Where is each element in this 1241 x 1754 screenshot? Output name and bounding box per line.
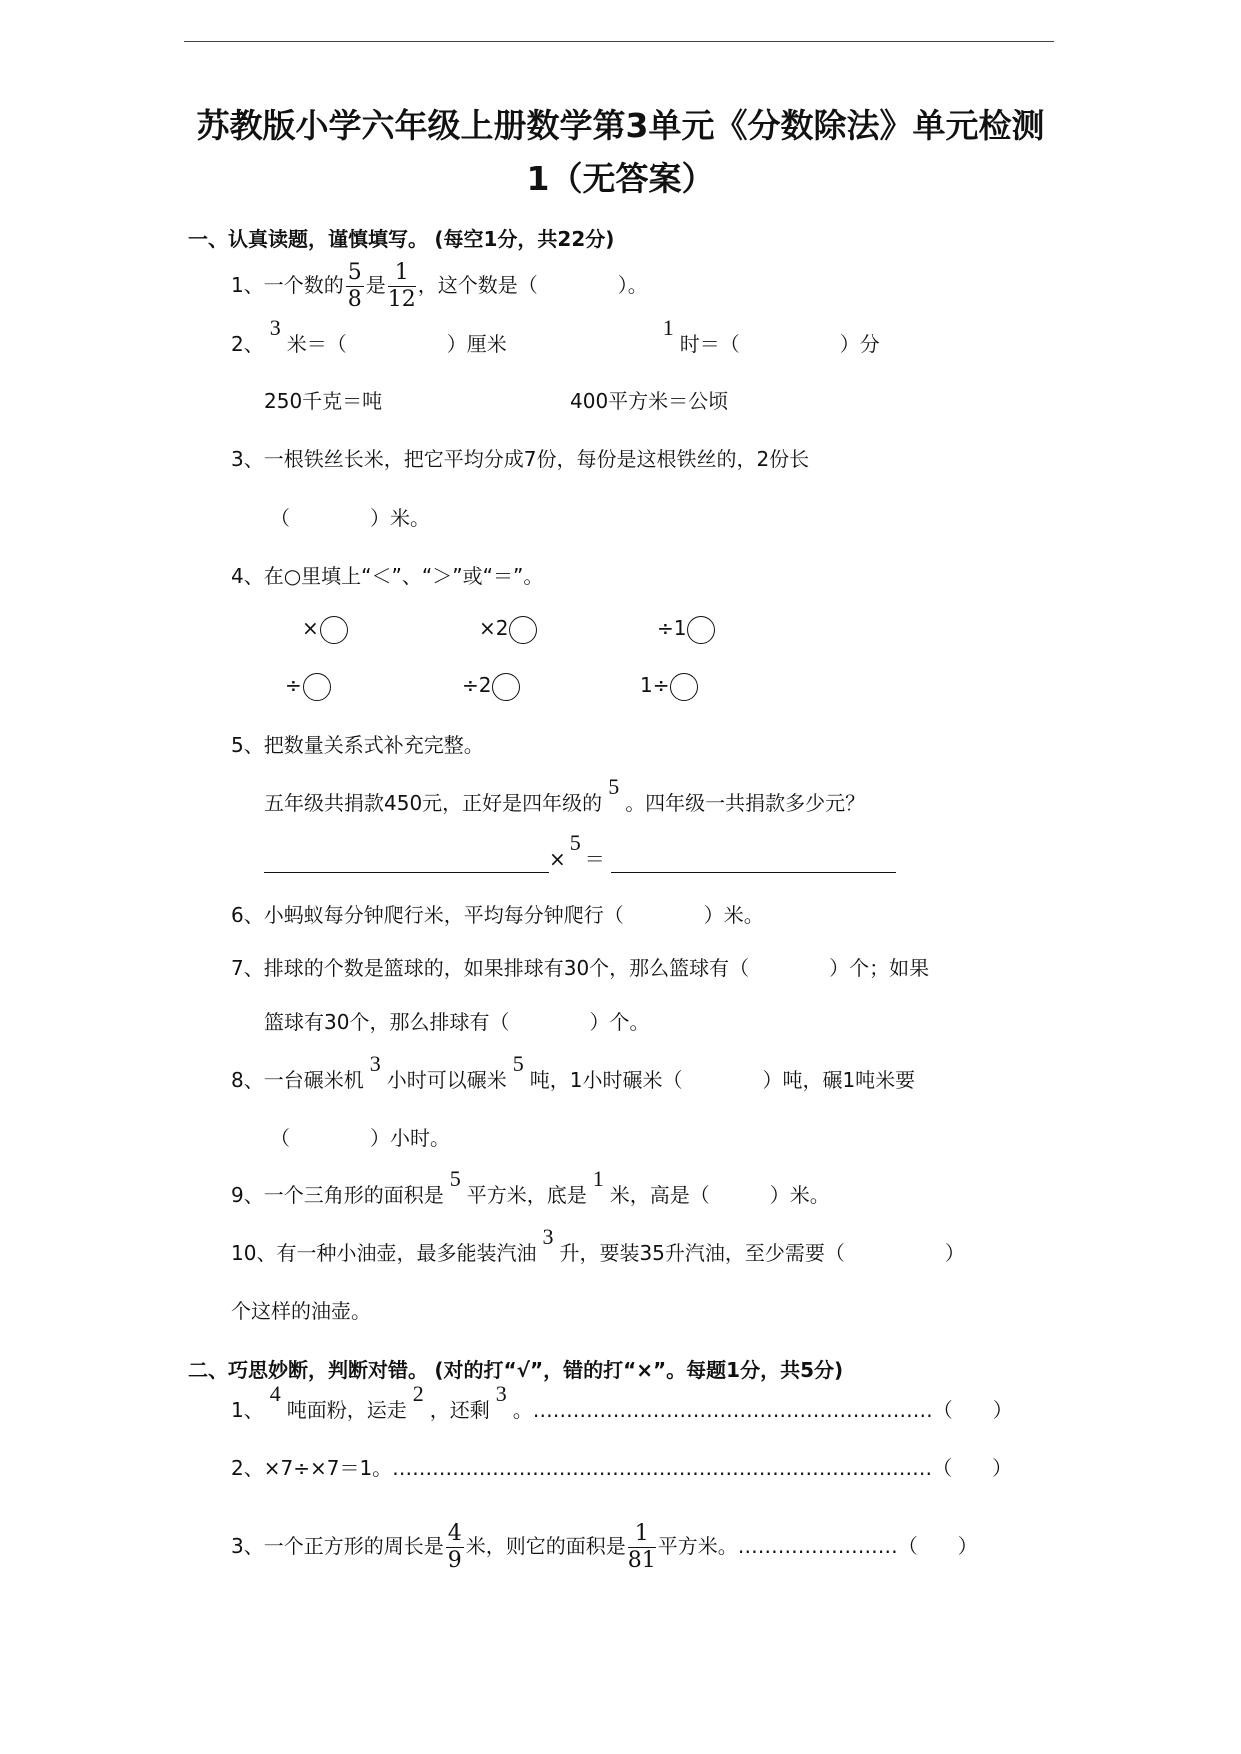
q-text: 3、一个正方形的周长是	[231, 1534, 444, 1558]
section2-heading	[188, 1356, 843, 1384]
q-text: 2、	[231, 332, 264, 356]
q-text: 米＝（ ）厘米	[286, 332, 507, 356]
section-note: (每空1分，共22分)	[434, 227, 615, 251]
denominator: 8	[347, 287, 362, 312]
q-text: 。四年级一共捐款多少元？	[625, 791, 866, 815]
numerator-only: 3	[495, 1381, 507, 1406]
numerator: 4	[447, 1521, 462, 1546]
numerator-only: 3	[269, 315, 281, 340]
q-text: 米，则它的面积是	[465, 1534, 626, 1558]
q-text: 是	[365, 273, 386, 297]
question-3-cont: （ ）米。	[270, 506, 430, 530]
numerator-only: 3	[542, 1224, 554, 1249]
numerator-only: 1	[662, 315, 674, 340]
question-5-text	[264, 774, 866, 817]
q-text: ＝	[584, 847, 605, 871]
q-text: 1、	[231, 1398, 264, 1422]
question-4: 4、在○里填上“＜”、“＞”或“＝”。	[231, 564, 544, 588]
denominator: 12	[387, 287, 416, 312]
fraction	[628, 1521, 656, 1574]
section-title: 一、认真读题，谨慎填写。	[188, 227, 428, 251]
numerator-only: 5	[449, 1166, 461, 1191]
q-text: 小时可以碾米	[386, 1068, 507, 1092]
answer-circle	[509, 616, 537, 644]
q-text: 吨面粉，运走	[286, 1398, 407, 1422]
numerator-only: 2	[412, 1381, 424, 1406]
answer-blank	[264, 852, 549, 873]
compare-item	[285, 671, 331, 701]
question-5: 5、把数量关系式补充完整。	[231, 733, 484, 757]
numerator-only: 1	[592, 1166, 604, 1191]
q-text: ，这个数是（ ）。	[417, 273, 648, 297]
q-text: ÷	[285, 673, 302, 697]
numerator-only: 3	[369, 1051, 381, 1076]
answer-circle	[492, 673, 520, 701]
q-text: 吨，1小时碾米（ ）吨，碾1吨米要	[529, 1068, 916, 1092]
numerator: 1	[628, 1521, 656, 1548]
q-text: 平方米，底是	[466, 1183, 587, 1207]
q-text: 1、一个数的	[231, 273, 344, 297]
q-text: 10、有一种小油壶，最多能装汽油	[231, 1241, 537, 1265]
question-9	[231, 1166, 830, 1209]
question-2c	[570, 387, 728, 415]
fraction	[388, 260, 416, 313]
q-text: 400平方米＝公顷	[570, 389, 729, 413]
q-text: ，还剩	[429, 1398, 490, 1422]
header-rule	[184, 41, 1054, 42]
q-text: 平方米。……………………（ ）	[657, 1534, 978, 1558]
numerator: 1	[388, 260, 416, 287]
q-text: 五年级共捐款450元，正好是四年级的	[264, 791, 603, 815]
question-10-cont: 个这样的油壶。	[231, 1299, 371, 1323]
answer-circle	[303, 673, 331, 701]
numerator: 5	[347, 260, 362, 285]
numerator-only: 5	[512, 1051, 524, 1076]
fraction	[346, 260, 364, 313]
denominator: 81	[627, 1548, 656, 1573]
question-10	[231, 1224, 965, 1267]
question-5-equation	[264, 830, 896, 873]
q-text: ÷2	[462, 673, 492, 697]
numerator-only: 5	[608, 774, 620, 799]
q-text: ×	[549, 847, 566, 871]
answer-blank	[611, 852, 896, 873]
q-text: ×2	[479, 616, 509, 640]
q-text: ÷1	[657, 616, 687, 640]
q-text: 9、一个三角形的面积是	[231, 1183, 444, 1207]
q-text: 。……………………………………………………（ ）	[512, 1398, 1013, 1422]
question-1	[231, 260, 648, 313]
q-text: 250千克＝吨	[264, 389, 383, 413]
q-text: 1÷	[640, 673, 670, 697]
fraction	[446, 1521, 464, 1574]
doc-title-line2: 1（无答案）	[526, 159, 715, 198]
judge-2: 2、×7÷×7＝1。………………………………………………………………………（ ）	[231, 1456, 1013, 1480]
denominator: 9	[447, 1548, 462, 1573]
q-text: ×	[302, 616, 319, 640]
question-3: 3、一根铁丝长米，把它平均分成7份，每份是这根铁丝的，2份长	[231, 447, 810, 471]
compare-item	[640, 671, 698, 701]
numerator-only: 4	[269, 1381, 281, 1406]
compare-item	[657, 614, 715, 644]
section-title: 二、巧思妙断，判断对错。	[188, 1358, 428, 1382]
question-8	[231, 1051, 916, 1094]
q-text: 8、一台碾米机	[231, 1068, 364, 1092]
section1-heading	[188, 225, 614, 253]
question-2b	[264, 387, 382, 415]
answer-circle	[687, 616, 715, 644]
question-7-cont: 篮球有30个，那么排球有（ ）个。	[264, 1010, 650, 1034]
question-8-cont: （ ）小时。	[270, 1126, 450, 1150]
answer-circle	[320, 616, 348, 644]
question-2	[231, 315, 880, 358]
compare-item	[479, 614, 537, 644]
q-text: 米，高是（ ）米。	[609, 1183, 830, 1207]
judge-3	[231, 1521, 978, 1574]
q-text: 时＝（ ）分	[679, 332, 880, 356]
q-text: 升，要装35升汽油，至少需要（ ）	[559, 1241, 965, 1265]
question-7: 7、排球的个数是篮球的，如果排球有30个，那么篮球有（ ）个；如果	[231, 956, 930, 980]
doc-title: 苏教版小学六年级上册数学第3单元《分数除法》单元检测	[196, 106, 1045, 145]
numerator-only: 5	[569, 830, 581, 855]
answer-circle	[670, 673, 698, 701]
section-note: (对的打“√”，错的打“×”。每题1分，共5分)	[434, 1358, 844, 1382]
compare-item	[462, 671, 520, 701]
judge-1	[231, 1381, 1013, 1424]
compare-item	[302, 614, 348, 644]
question-6: 6、小蚂蚁每分钟爬行米，平均每分钟爬行（ ）米。	[231, 903, 764, 927]
